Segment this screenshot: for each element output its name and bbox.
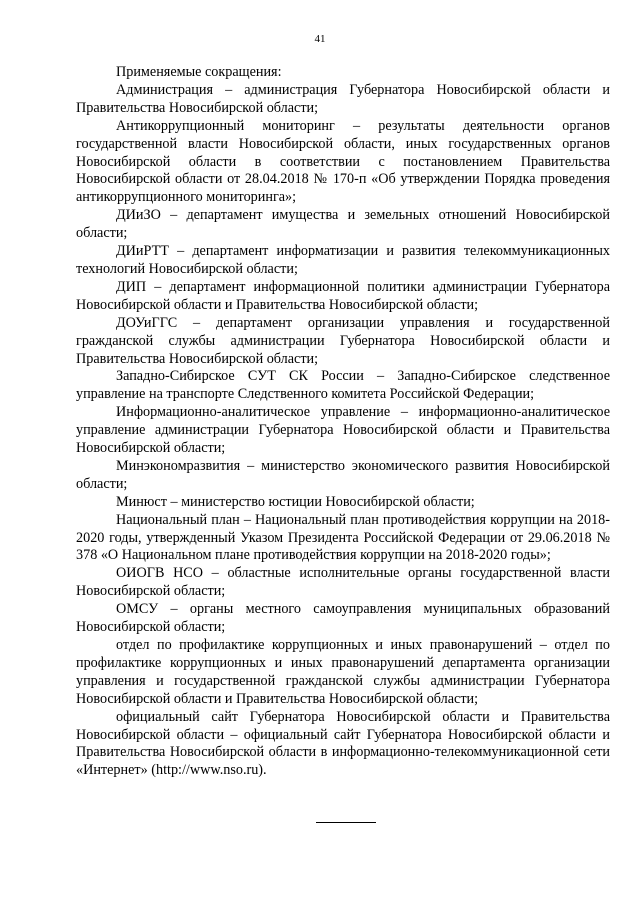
abbreviation-zapsib-sut: Западно-Сибирское СУТ СК России – Западно-Сибирское следственное управление на транспорте Следственного комитета Российской Федерации; <box>76 368 610 403</box>
abbreviation-douiggs: ДОУиГГС – департамент организации управления и государственной гражданской службы администрации Губернатора Новосибирской области и Правительства Новосибирской области; <box>76 314 610 367</box>
abbreviation-oiogv-nso: ОИОГВ НСО – областные исполнительные органы государственной власти Новосибирской области; <box>76 565 610 600</box>
abbreviation-diizo: ДИиЗО – департамент имущества и земельных отношений Новосибирской области; <box>76 207 610 242</box>
abbreviation-official-site: официальный сайт Губернатора Новосибирской области и Правительства Новосибирской области – официальный сайт Губернатора Новосибирской области и Правительства Новосибирской области в информационно-телекоммуникационной сети «Интернет» (http://www.nso.ru). <box>76 708 610 779</box>
abbreviations-section <box>76 64 610 780</box>
abbreviation-info-analytical: Информационно-аналитическое управление – информационно-аналитическое управление администрации Губернатора Новосибирской области и Правительства Новосибирской области; <box>76 404 610 457</box>
abbreviation-omsu: ОМСУ – органы местного самоуправления муниципальных образований Новосибирской области; <box>76 601 610 636</box>
abbreviation-prevention-department: отдел по профилактике коррупционных и иных правонарушений – отдел по профилактике коррупционных и иных правонарушений департамента организации управления и государственной гражданской службы администрации Губернатора Новосибирской области и Правительства Новосибирской области; <box>76 637 610 707</box>
abbreviation-anticorruption-monitoring: Антикоррупционный мониторинг – результаты деятельности органов государственной власти Новосибирской области, иных государственных органов Новосибирской области в соответствии с постановлением Правительства Новосибирской области от 28.04.2018 № 170-п «Об утверждении Порядка проведения антикоррупционного мониторинга»; <box>76 117 610 206</box>
abbreviation-national-plan: Национальный план – Национальный план противодействия коррупции на 2018-2020 годы, утвержденный Указом Президента Российской Федерации от 29.06.2018 № 378 «О Национальном плане противодействия коррупции на 2018-2020 годы»; <box>76 511 610 564</box>
abbreviation-mineconomrazvitiya: Минэкономразвития – министерство экономического развития Новосибирской области; <box>76 457 610 492</box>
section-heading: Применяемые сокращения: <box>116 64 282 80</box>
abbreviation-minyust: Минюст – министерство юстиции Новосибирской области; <box>116 493 475 510</box>
abbreviation-dip: ДИП – департамент информационной политики администрации Губернатора Новосибирской области и Правительства Новосибирской области; <box>76 278 610 313</box>
end-divider <box>316 822 376 823</box>
abbreviation-diirtt: ДИиРТТ – департамент информатизации и развития телекоммуникационных технологий Новосибирской области; <box>76 243 610 277</box>
abbreviation-administration: Администрация – администрация Губернатора Новосибирской области и Правительства Новосибирской области; <box>76 81 610 116</box>
page-number: 41 <box>314 33 326 45</box>
